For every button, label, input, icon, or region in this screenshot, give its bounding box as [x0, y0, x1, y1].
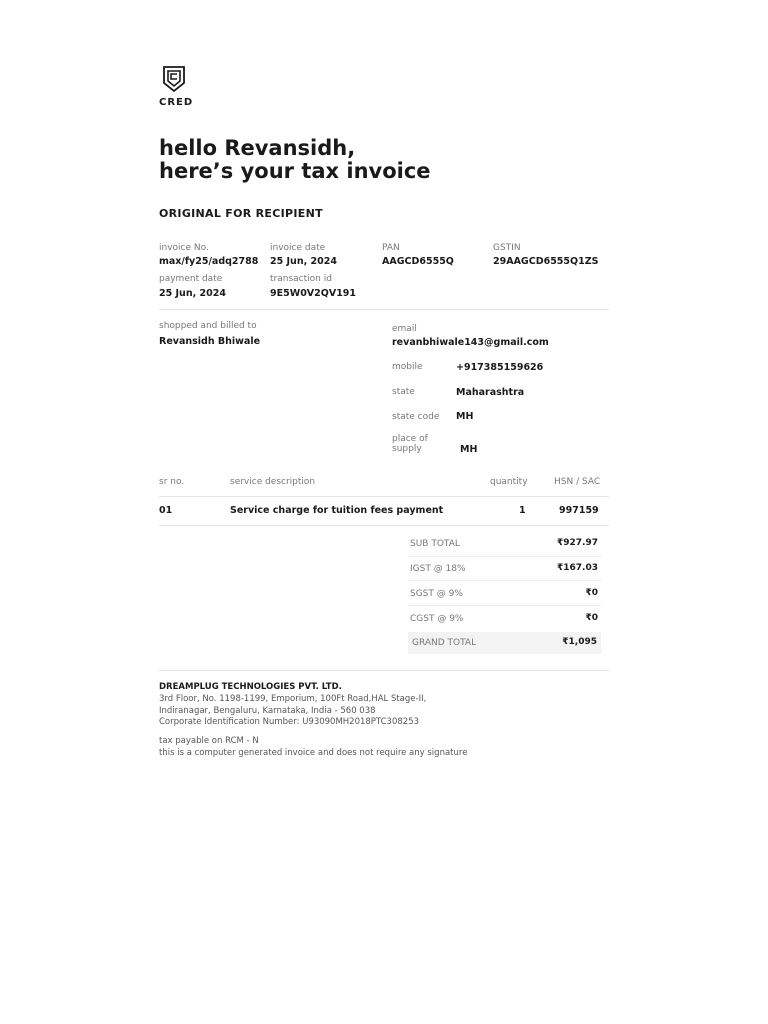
divider: [159, 670, 609, 671]
company-address-line-2: Indiranagar, Bengaluru, Karnataka, India - 560 038: [159, 706, 376, 716]
divider: [159, 525, 609, 526]
sub-total-label: SUB TOTAL: [410, 539, 460, 549]
invoice-no: max/fy25/adq2788: [159, 256, 259, 267]
row-quantity: 1: [519, 505, 526, 516]
rcm-note: tax payable on RCM - N: [159, 736, 259, 746]
payment-date: 25 Jun, 2024: [159, 288, 226, 299]
cred-shield-icon: [162, 65, 186, 93]
place-of-supply: MH: [460, 444, 478, 455]
row-hsn: 997159: [559, 505, 599, 516]
greeting-line-2: here’s your tax invoice: [159, 159, 431, 183]
greeting-line-1: hello Revansidh,: [159, 136, 356, 160]
divider: [408, 556, 601, 557]
igst-value: ₹167.03: [557, 563, 598, 573]
customer-email: revanbhiwale143@gmail.com: [392, 337, 549, 348]
divider: [408, 605, 601, 606]
email-label: email: [392, 324, 417, 334]
invoice-no-label: invoice No.: [159, 243, 209, 253]
col-header-description: service description: [230, 477, 316, 487]
copy-type: ORIGINAL FOR RECIPIENT: [159, 207, 323, 220]
cgst-value: ₹0: [585, 613, 598, 623]
row-description: Service charge for tuition fees payment: [230, 505, 444, 516]
company-cin: Corporate Identification Number: U93090MH2018PTC308253: [159, 717, 420, 727]
brand-name: CRED: [159, 97, 194, 108]
gstin: 29AAGCD6555Q1ZS: [493, 256, 599, 267]
customer-state: Maharashtra: [456, 387, 525, 398]
col-header-sr-no: sr no.: [159, 477, 185, 487]
customer-name: Revansidh Bhiwale: [159, 336, 261, 347]
pan: AAGCD6555Q: [382, 256, 454, 267]
invoice-date: 25 Jun, 2024: [270, 256, 337, 267]
transaction-id-label: transaction id: [270, 274, 332, 284]
cred-logo: [159, 65, 199, 111]
billed-to-label: shopped and billed to: [159, 321, 257, 331]
table-row: [159, 497, 609, 525]
customer-state-code: MH: [456, 411, 474, 422]
place-of-supply-label-1: place of: [392, 434, 428, 444]
state-code-label: state code: [392, 412, 440, 422]
sgst-label: SGST @ 9%: [410, 589, 463, 599]
company-name: DREAMPLUG TECHNOLOGIES PVT. LTD.: [159, 682, 342, 692]
cgst-label: CGST @ 9%: [410, 614, 464, 624]
divider: [408, 580, 601, 581]
page-title: [159, 137, 431, 183]
sub-total-value: ₹927.97: [557, 538, 598, 548]
signature-note: this is a computer generated invoice and does not require any signature: [159, 748, 468, 758]
pan-label: PAN: [382, 243, 400, 253]
col-header-quantity: quantity: [490, 477, 528, 487]
invoice-date-label: invoice date: [270, 243, 326, 253]
place-of-supply-label-2: supply: [392, 444, 422, 454]
payment-date-label: payment date: [159, 274, 223, 284]
transaction-id: 9E5W0V2QV191: [270, 288, 357, 299]
mobile-label: mobile: [392, 362, 423, 372]
company-address-line-1: 3rd Floor, No. 1198-1199, Emporium, 100Ft Road,HAL Stage-II,: [159, 694, 427, 704]
row-sr-no: 01: [159, 505, 173, 516]
divider: [159, 309, 609, 310]
sgst-value: ₹0: [585, 588, 598, 598]
grand-total-value: ₹1,095: [562, 637, 597, 647]
col-header-hsn: HSN / SAC: [554, 477, 601, 487]
grand-total-label: GRAND TOTAL: [412, 638, 477, 648]
igst-label: IGST @ 18%: [410, 564, 466, 574]
gstin-label: GSTIN: [493, 243, 521, 253]
state-label: state: [392, 387, 415, 397]
customer-mobile: +917385159626: [456, 362, 544, 373]
